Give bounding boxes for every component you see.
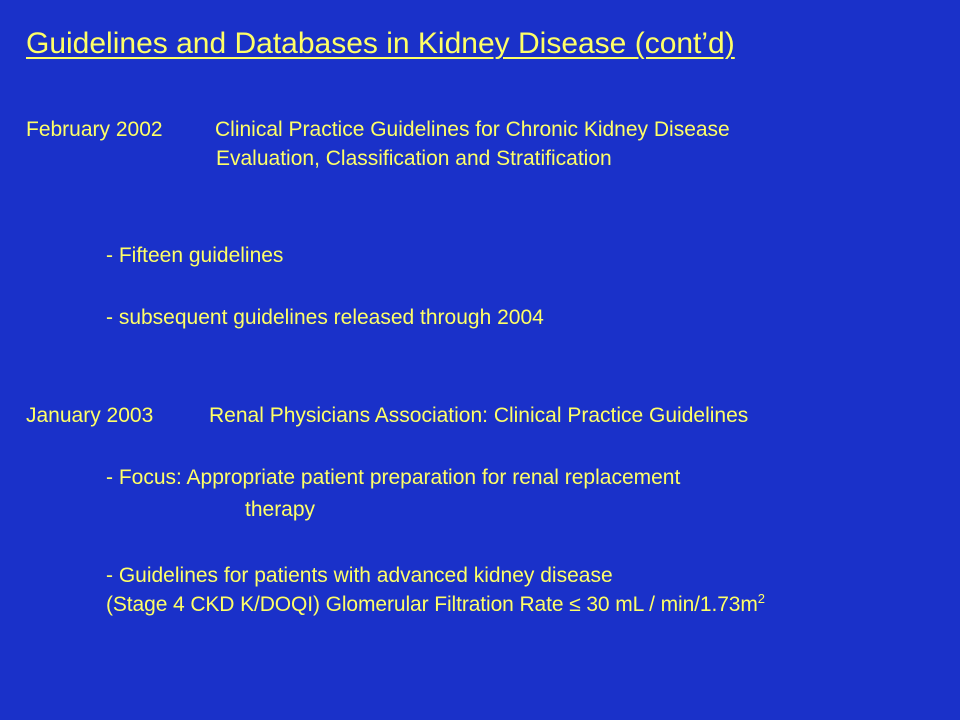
- section1-bullet-1: - Fifteen guidelines: [106, 244, 284, 267]
- section2-bullet-1-line-1: - Focus: Appropriate patient preparation for renal replacement: [106, 466, 681, 489]
- section2-heading: Renal Physicians Association: Clinical Practice Guidelines: [209, 404, 749, 427]
- gfr-text: (Stage 4 CKD K/DOQI) Glomerular Filtration Rate ≤ 30 mL / min/1.73m: [106, 593, 758, 616]
- section2-bullet-2-line-2: [106, 592, 765, 618]
- section1-heading: Clinical Practice Guidelines for Chronic Kidney Disease: [215, 118, 730, 141]
- section2-bullet-1-line-2: therapy: [245, 498, 316, 521]
- section1-bullet-2: - subsequent guidelines released through 2004: [106, 306, 544, 329]
- section2-bullet-2-line-1: - Guidelines for patients with advanced kidney disease: [106, 564, 613, 587]
- section1-date: February 2002: [26, 118, 163, 141]
- gfr-superscript: 2: [757, 591, 765, 606]
- slide-title: Guidelines and Databases in Kidney Disease (cont’d): [26, 27, 735, 60]
- section2-date: January 2003: [26, 404, 154, 427]
- section1-subheading: Evaluation, Classification and Stratification: [216, 147, 612, 170]
